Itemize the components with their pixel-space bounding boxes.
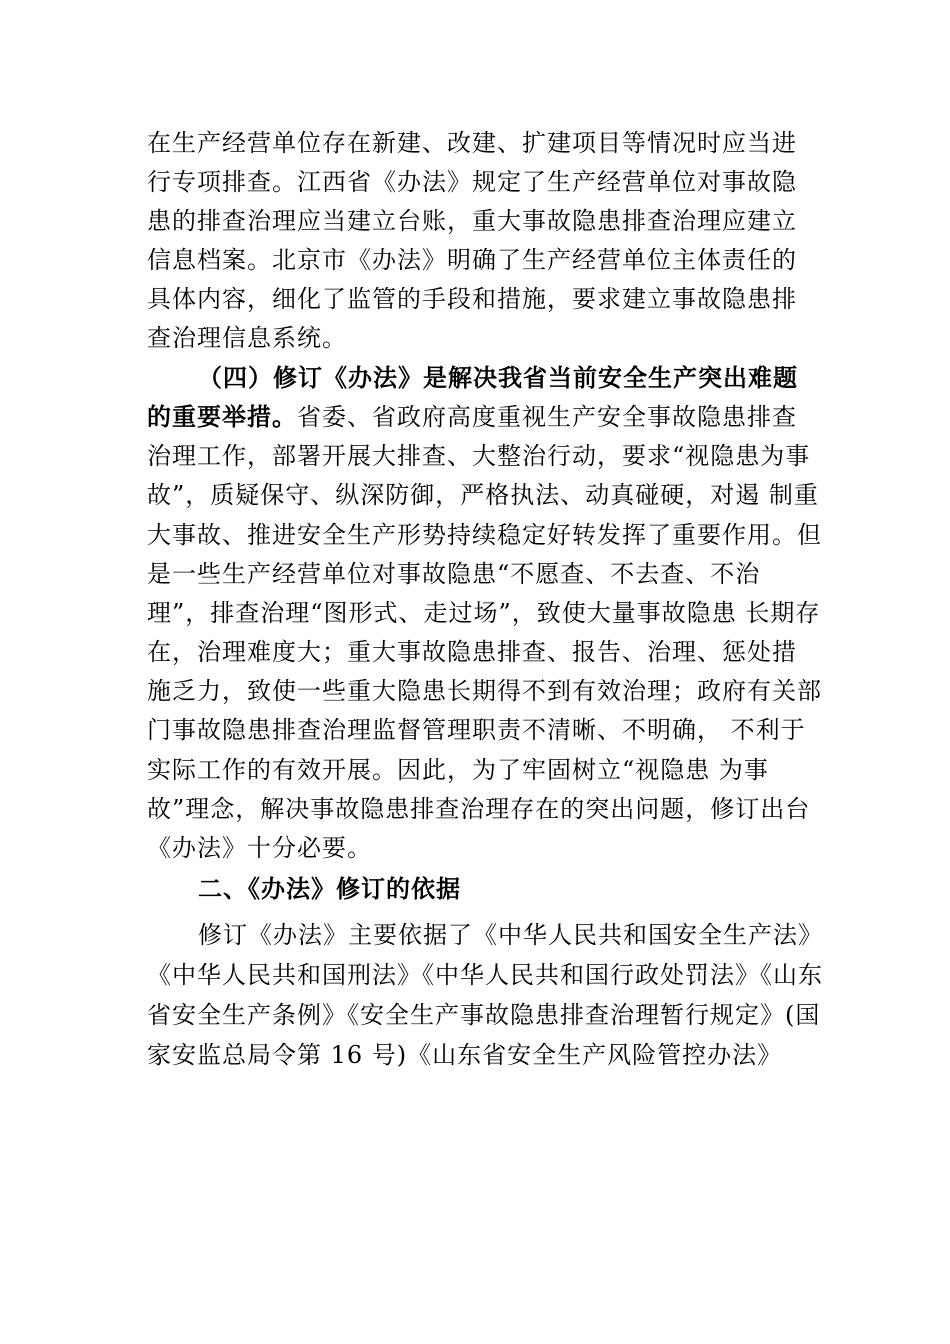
paragraph-line: 《办法》十分必要。	[147, 834, 372, 862]
paragraph-line: 修订《办法》主要依据了《中华人民共和国安全生产法》	[198, 921, 823, 949]
paragraph-line: 患的排查治理应当建立台账，重大事故隐患排查治理应建立	[147, 207, 797, 235]
paragraph-line: 故”，质疑保守、纵深防御，严格执法、动真碰硬，对遏 制重	[147, 481, 819, 509]
paragraph-line: 在生产经营单位存在新建、改建、扩建项目等情况时应当进	[147, 129, 797, 157]
paragraph-line: 治理工作，部署开展大排查、大整治行动，要求“视隐患为事	[147, 442, 811, 470]
paragraph-line: 《中华人民共和国刑法》《中华人民共和国行政处罚法》《山东	[147, 961, 823, 989]
paragraph-line: 大事故、推进安全生产形势持续稳定好转发挥了重要作用。但	[147, 521, 822, 549]
paragraph-line: 施乏力，致使一些重大隐患长期得不到有效治理；政府有关部	[147, 677, 822, 705]
bold-lead-text: 的重要举措。	[147, 402, 297, 431]
paragraph-line: 是一些生产经营单位对事故隐患“不愿查、不去查、不治	[147, 560, 761, 588]
paragraph-line: 查治理信息系统。	[147, 324, 347, 352]
subsection-heading: （四）修订《办法》是解决我省当前安全生产突出难题	[198, 363, 798, 392]
paragraph-text: 省委、省政府高度重视生产安全事故隐患排查	[297, 403, 797, 431]
paragraph-line: 具体内容，细化了监管的手段和措施，要求建立事故隐患排	[147, 285, 797, 313]
paragraph-line	[147, 402, 797, 432]
paragraph-line: 门事故隐患排查治理监督管理职责不清晰、不明确， 不利于	[147, 716, 806, 744]
paragraph-line: 在，治理难度大；重大事故隐患排查、报告、治理、惩处措	[147, 638, 797, 666]
paragraph-line: 理”，排查治理“图形式、走过场”，致使大量事故隐患 长期存	[147, 599, 821, 627]
paragraph-line: 家安监总局令第 16 号)《山东省安全生产风险管控办法》	[147, 1041, 783, 1069]
paragraph-line: 信息档案。北京市《办法》明确了生产经营单位主体责任的	[147, 246, 797, 274]
paragraph-line: 省安全生产条例》《安全生产事故隐患排查治理暂行规定》(国	[147, 1001, 821, 1029]
paragraph-line: 故”理念，解决事故隐患排查治理存在的突出问题，修订出台	[147, 795, 811, 823]
section-heading: 二、《办法》修订的依据	[198, 875, 461, 903]
paragraph-line: 实际工作的有效开展。因此，为了牢固树立“视隐患 为事	[147, 756, 769, 784]
paragraph-line: 行专项排查。江西省《办法》规定了生产经营单位对事故隐	[147, 168, 797, 196]
